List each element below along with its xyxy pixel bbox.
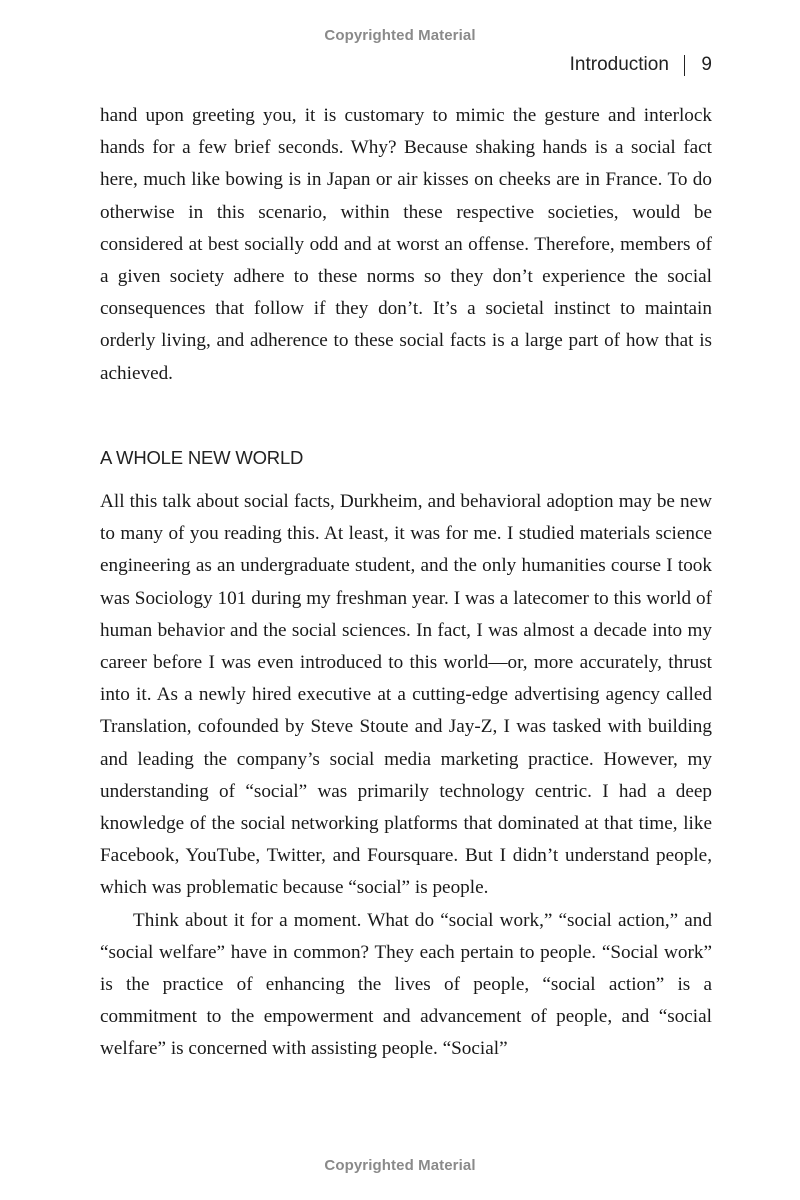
header-divider — [684, 55, 686, 76]
running-head — [570, 54, 712, 76]
continued-paragraph-block — [100, 100, 712, 390]
watermark-top: Copyrighted Material — [324, 27, 476, 44]
page-number: 9 — [701, 54, 712, 75]
section-body — [100, 486, 712, 1066]
chapter-title: Introduction — [569, 54, 669, 75]
section-paragraph-second: Think about it for a moment. What do “social work,” “social action,” and “social welfare” have in common? They each pertain to people. “Social work” is the practice of enhancing the lives of people, “social action” is a commitment to the empowerment and advancement of people, and “social welfare” is concerned with assisting people. “Social” — [100, 909, 712, 1060]
section-heading: A WHOLE NEW WORLD — [100, 447, 304, 468]
watermark-bottom: Copyrighted Material — [324, 1157, 476, 1174]
continued-paragraph: hand upon greeting you, it is customary to mimic the gesture and interlock hands for a few brief seconds. Why? Because shaking hands is a social fact here, much like bowing is in Japan or air kisses on cheeks are in France. To do otherwise in this scenario, within these respective societies, would be considered at best socially odd and at worst an offense. Therefore, members of a given society adhere to these norms so they don’t experience the social consequences that follow if they don’t. It’s a societal instinct to maintain orderly living, and adherence to these social facts is a large part of how that is achieved. — [100, 105, 712, 384]
section-paragraph-first: All this talk about social facts, Durkheim, and behavioral adoption may be new to many of you reading this. At least, it was for me. I studied materials science engineering as an undergraduate student, and the only humanities course I took was Sociology 101 during my freshman year. I was a latecomer to this world of human behavior and the social sciences. In fact, I was almost a decade into my career before I was even introduced to this world—or, more accurately, thrust into it. As a newly hired executive at a cutting-edge advertising agency called Translation, cofounded by Steve Stoute and Jay-Z, I was tasked with building and leading the company’s social media marketing practice. However, my understanding of “social” was primarily technology centric. I had a deep knowledge of the social networking platforms that dominated at that time, like Facebook, YouTube, Twitter, and Foursquare. But I didn’t understand people, which was problematic because “social” is people. — [100, 491, 712, 899]
